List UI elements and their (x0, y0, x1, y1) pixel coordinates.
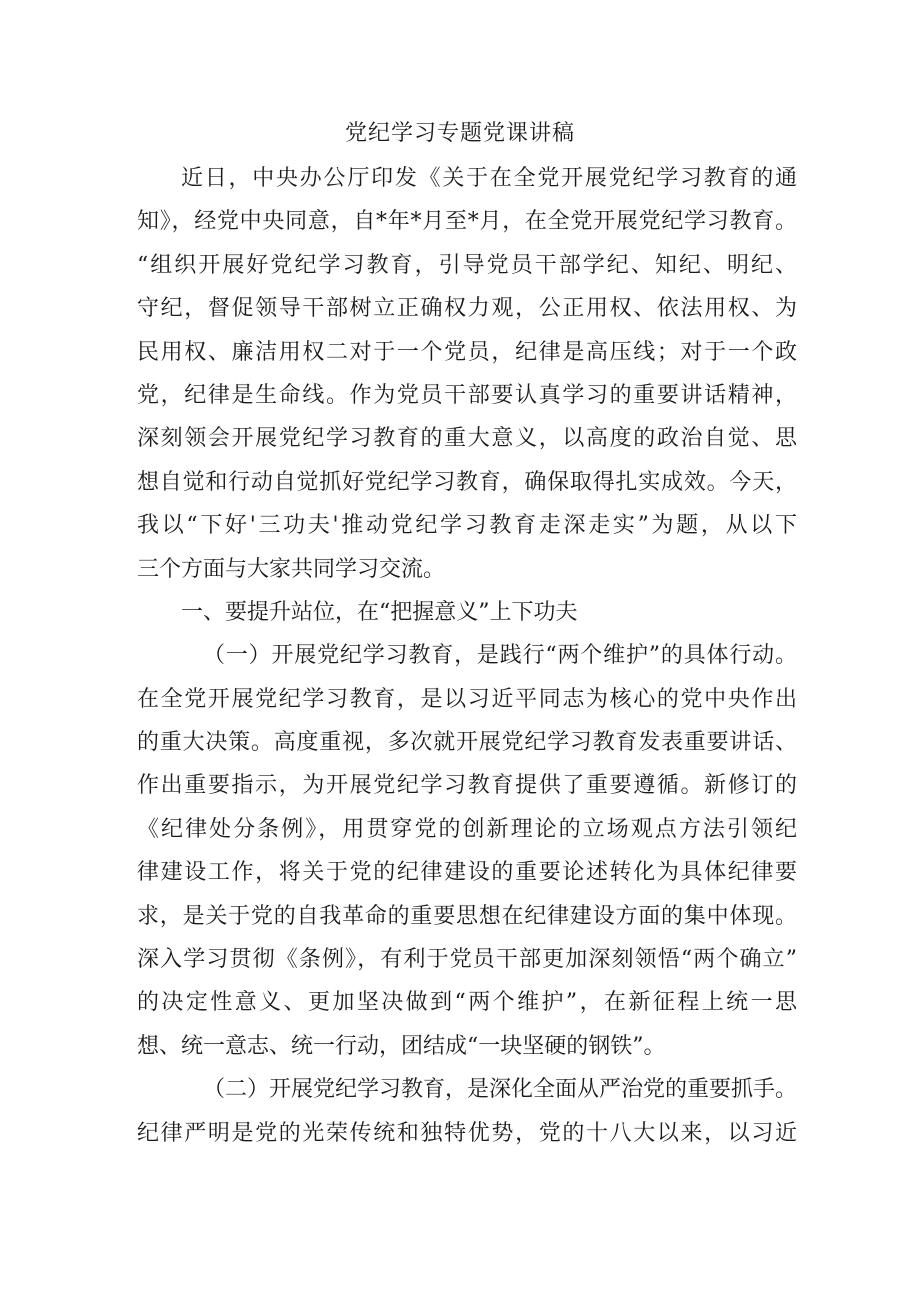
section-heading: 一、要提升站位，在“把握意义”上下功夫 (181, 599, 578, 625)
paragraph-line: 我以“下好'三功夫'推动党纪学习教育走深走实”为题，从以下 (137, 513, 797, 539)
paragraph-line: 近日，中央办公厅印发《关于在全党开展党纪学习教育的通 (181, 166, 797, 191)
paragraph-line: 在全党开展党纪学习教育，是以习近平同志为核心的党中央作出 (137, 686, 797, 712)
paragraph-line: 守纪，督促领导干部树立正确权力观，公正用权、依法用权、为 (137, 296, 797, 322)
paragraph-line: 的决定性意义、更加坚决做到“两个维护”，在新征程上统一思 (137, 990, 797, 1016)
paragraph-line: 深入学习贯彻《条例》，有利于党员干部更加深刻领悟“两个确立” (137, 947, 797, 973)
paragraph-line: 知》，经党中央同意，自*年*月至*月，在全党开展党纪学习教育。 (137, 209, 797, 235)
paragraph-line: 律建设工作，将关于党的纪律建设的重要论述转化为具体纪律要 (137, 860, 797, 886)
paragraph-line: 深刻领会开展党纪学习教育的重大意义，以高度的政治自觉、思 (137, 426, 797, 452)
paragraph-line: 民用权、廉洁用权二对于一个党员，纪律是高压线；对于一个政 (137, 339, 797, 365)
paragraph-line: “组织开展好党纪学习教育，引导党员干部学纪、知纪、明纪、 (137, 252, 797, 278)
subsection-heading: （二）开展党纪学习教育，是深化全面从严治党的重要抓手。 (203, 1077, 797, 1103)
subsection-heading: （一）开展党纪学习教育，是践行“两个维护”的具体行动。 (203, 643, 797, 669)
paragraph-line: 想、统一意志、统一行动，团结成“一块坚硬的钢铁”。 (137, 1033, 666, 1059)
paragraph-line: 作出重要指示，为开展党纪学习教育提供了重要遵循。新修订的 (137, 773, 797, 799)
paragraph-line: 想自觉和行动自觉抓好党纪学习教育，确保取得扎实成效。今天， (137, 469, 797, 495)
document-body (137, 157, 797, 1155)
paragraph-line: 求，是关于党的自我革命的重要思想在纪律建设方面的集中体现。 (137, 903, 797, 929)
paragraph-line: 的重大决策。高度重视，多次就开展党纪学习教育发表重要讲话、 (137, 730, 797, 756)
document-title: 党纪学习专题党课讲稿 (344, 121, 575, 146)
paragraph-line: 三个方面与大家共同学习交流。 (137, 556, 446, 582)
paragraph-line: 《纪律处分条例》，用贯穿党的创新理论的立场观点方法引领纪 (137, 816, 797, 842)
paragraph-line: 党，纪律是生命线。作为党员干部要认真学习的重要讲话精神， (137, 382, 797, 408)
paragraph-line: 纪律严明是党的光荣传统和独特优势，党的十八大以来，以习近 (137, 1120, 797, 1146)
